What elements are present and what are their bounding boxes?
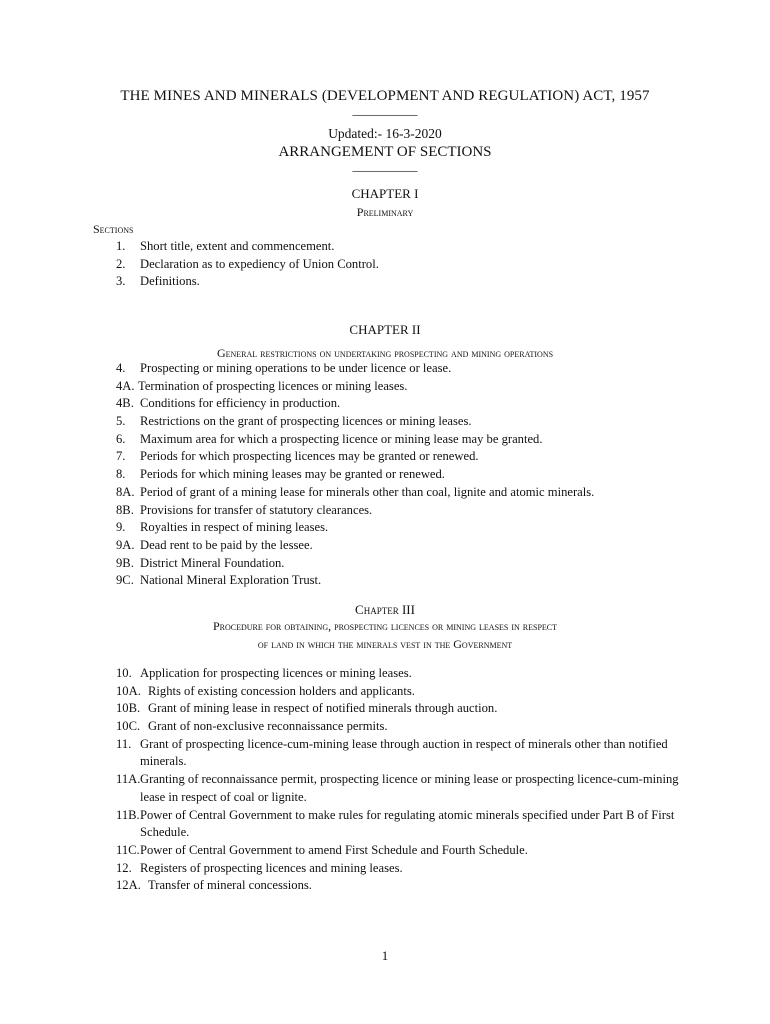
section-number: 2.: [116, 256, 126, 271]
chapter-3-subheading-line-1: Procedure for obtaining, prospecting licences or mining leases in respect: [212, 619, 558, 633]
list-item: [116, 360, 716, 378]
act-title: THE MINES AND MINERALS (DEVELOPMENT AND REGULATION) ACT, 1957: [120, 88, 650, 104]
updated-date: Updated:- 16-3-2020: [328, 126, 442, 141]
section-title: Restrictions on the grant of prospecting licences or mining leases.: [140, 414, 472, 429]
section-title: Rights of existing concession holders and applicants.: [148, 683, 415, 698]
section-title: National Mineral Exploration Trust.: [140, 573, 322, 588]
section-number: 9B.: [116, 555, 134, 570]
section-number: 10.: [116, 666, 132, 680]
section-number: 10C.: [116, 719, 141, 734]
chapter-3-list: [116, 665, 716, 895]
section-number: 8A.: [116, 484, 135, 499]
chapter-1-subheading: Preliminary: [356, 205, 414, 219]
list-item: [116, 860, 716, 878]
section-number: 3.: [116, 274, 126, 289]
section-title: Periods for which prospecting licences may be granted or renewed.: [140, 449, 479, 464]
chapter-2-list: [116, 360, 716, 590]
section-title: Termination of prospecting licences or mining leases.: [138, 378, 408, 393]
list-item: [116, 807, 716, 842]
list-item: [116, 431, 716, 449]
section-number: 4B.: [116, 396, 134, 411]
section-number: 11.: [116, 736, 132, 751]
list-item: [116, 718, 716, 736]
list-item: [116, 877, 716, 895]
arrangement-heading: ARRANGEMENT OF SECTIONS: [278, 144, 492, 160]
section-number: 12.: [116, 860, 132, 875]
list-item: [116, 736, 716, 771]
section-title: Grant of mining lease in respect of notified minerals through auction.: [148, 701, 498, 716]
chapter-3-heading: Chapter III: [355, 602, 415, 617]
list-item: [116, 519, 716, 537]
chapter-2-heading: CHAPTER II: [349, 322, 421, 337]
page-number: 1: [381, 948, 389, 963]
section-title: Definitions.: [140, 274, 200, 289]
section-title: Grant of non-exclusive reconnaissance permits.: [148, 719, 388, 734]
section-title: Declaration as to expediency of Union Control.: [140, 256, 379, 271]
section-title: Dead rent to be paid by the lessee.: [140, 537, 313, 552]
list-item: [116, 665, 716, 683]
section-number: 10A.: [116, 683, 141, 698]
list-item: [116, 413, 716, 431]
section-number: 1.: [116, 239, 126, 253]
list-item: [116, 683, 716, 701]
chapter-1-list: [116, 238, 716, 291]
section-number: 6.: [116, 431, 126, 446]
section-number: 8.: [116, 467, 126, 482]
section-number: 7.: [116, 449, 126, 464]
section-number: 11B.: [116, 807, 140, 822]
section-number: 5.: [116, 414, 126, 429]
section-number: 4A.: [116, 378, 135, 393]
section-title: Provisions for transfer of statutory clearances.: [140, 502, 373, 517]
section-number: 10B.: [116, 701, 141, 716]
chapter-3-subheading-line-2: of land in which the minerals vest in the Government: [257, 637, 513, 651]
section-number: 11C.: [116, 842, 140, 857]
title-rule: __________: [352, 102, 418, 117]
chapter-2-subheading: General restrictions on undertaking prospecting and mining operations: [216, 346, 554, 360]
chapter-1-heading: CHAPTER I: [351, 186, 419, 201]
section-number: 9C.: [116, 573, 134, 588]
list-item: [116, 378, 716, 396]
list-item: [116, 448, 716, 466]
section-title: Power of Central Government to make rules for regulating atomic minerals specified under Part B of First Schedule.: [140, 807, 675, 840]
list-item: [116, 771, 716, 806]
section-number: 4.: [116, 361, 126, 375]
section-title: Royalties in respect of mining leases.: [140, 520, 329, 535]
section-title: Granting of reconnaissance permit, prospecting licence or mining lease or prospecting licence-cum-mining lease in respect of coal or lignite.: [140, 772, 679, 804]
sections-label: Sections: [93, 222, 134, 236]
section-title: Short title, extent and commencement.: [140, 239, 335, 253]
arrangement-rule: __________: [352, 158, 418, 173]
section-title: Conditions for efficiency in production.: [140, 396, 341, 411]
section-title: Power of Central Government to amend First Schedule and Fourth Schedule.: [140, 842, 528, 857]
list-item: [116, 572, 716, 590]
section-number: 9A.: [116, 537, 135, 552]
section-number: 8B.: [116, 502, 134, 517]
list-item: [116, 842, 716, 860]
section-title: Prospecting or mining operations to be under licence or lease.: [140, 361, 452, 375]
section-number: 9.: [116, 520, 126, 535]
section-number: 12A.: [116, 878, 141, 893]
list-item: [116, 700, 716, 718]
section-number: 11A.: [116, 772, 141, 787]
section-title: Period of grant of a mining lease for minerals other than coal, lignite and atomic minerals.: [140, 484, 595, 499]
list-item: [116, 256, 716, 274]
list-item: [116, 466, 716, 484]
section-title: Grant of prospecting licence-cum-mining lease through auction in respect of minerals other than notified minerals.: [140, 736, 668, 769]
list-item: [116, 502, 716, 520]
section-title: Application for prospecting licences or mining leases.: [140, 666, 412, 680]
section-title: Transfer of mineral concessions.: [148, 878, 312, 893]
list-item: [116, 555, 716, 573]
list-item: [116, 484, 716, 502]
list-item: [116, 273, 716, 291]
section-title: Maximum area for which a prospecting licence or mining lease may be granted.: [140, 431, 543, 446]
section-title: District Mineral Foundation.: [140, 555, 285, 570]
section-title: Registers of prospecting licences and mining leases.: [140, 860, 403, 875]
list-item: [116, 395, 716, 413]
list-item: [116, 238, 716, 256]
list-item: [116, 537, 716, 555]
section-title: Periods for which mining leases may be granted or renewed.: [140, 467, 445, 482]
